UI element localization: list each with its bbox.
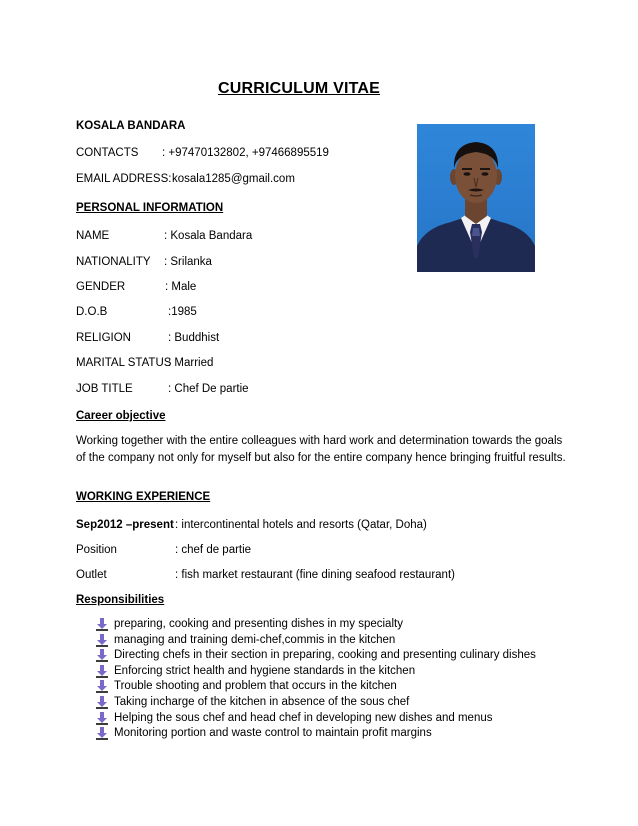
contacts-row bbox=[76, 146, 329, 160]
list-item bbox=[96, 711, 536, 727]
career-objective-text: Working together with the entire colleagues with hard work and determination towards the goals of the company not only for myself but also for the entire company hence bringing fruitful results. bbox=[76, 435, 566, 464]
responsibility-text: Enforcing strict health and hygiene standards in the kitchen bbox=[114, 664, 416, 677]
list-item bbox=[96, 617, 536, 633]
field-label: NAME bbox=[76, 230, 110, 242]
responsibility-text: Helping the sous chef and head chef in developing new dishes and menus bbox=[114, 711, 493, 724]
portrait-illustration bbox=[417, 124, 535, 272]
responsibility-text: managing and training demi-chef,commis in the kitchen bbox=[114, 633, 396, 646]
responsibility-text: Trouble shooting and problem that occurs in the kitchen bbox=[114, 680, 397, 693]
personal-field-marital-status bbox=[76, 356, 213, 370]
position-value: : chef de partie bbox=[175, 544, 252, 556]
responsibility-text: Taking incharge of the kitchen in absence of the sous chef bbox=[114, 695, 410, 708]
outlet-label: Outlet bbox=[76, 569, 107, 581]
field-value: : Buddhist bbox=[168, 332, 220, 344]
contacts-label: CONTACTS bbox=[76, 147, 139, 159]
down-arrow-bullet-icon bbox=[96, 665, 108, 678]
experience-employer: : intercontinental hotels and resorts (Qatar, Doha) bbox=[175, 519, 427, 531]
down-arrow-bullet-icon bbox=[96, 649, 108, 662]
list-item bbox=[96, 664, 536, 680]
responsibility-text: Directing chefs in their section in preparing, cooking and presenting culinary dishes bbox=[114, 649, 536, 662]
working-experience-heading: WORKING EXPERIENCE bbox=[76, 491, 211, 503]
email-label: EMAIL ADDRESS: bbox=[76, 173, 172, 185]
list-item bbox=[96, 726, 536, 742]
personal-info-heading: PERSONAL INFORMATION bbox=[76, 202, 224, 214]
list-item bbox=[96, 695, 536, 711]
responsibilities-heading: Responsibilities bbox=[76, 594, 165, 606]
list-item bbox=[96, 679, 536, 695]
field-value: : Kosala Bandara bbox=[164, 230, 253, 242]
field-label: RELIGION bbox=[76, 332, 131, 344]
responsibilities-list bbox=[96, 617, 536, 742]
down-arrow-bullet-icon bbox=[96, 727, 108, 740]
experience-period: Sep2012 –present bbox=[76, 519, 174, 531]
responsibility-text: Monitoring portion and waste control to maintain profit margins bbox=[114, 727, 432, 740]
email-value: kosala1285@gmail.com bbox=[172, 173, 295, 185]
document-title: CURRICULUM VITAE bbox=[218, 80, 381, 97]
personal-field-job-title bbox=[76, 382, 249, 396]
field-value: : Male bbox=[165, 281, 197, 293]
field-label: MARITAL STATUS bbox=[76, 357, 172, 369]
field-label: GENDER bbox=[76, 281, 126, 293]
field-label: NATIONALITY bbox=[76, 256, 151, 268]
candidate-name-heading: KOSALA BANDARA bbox=[76, 120, 186, 132]
down-arrow-bullet-icon bbox=[96, 680, 108, 693]
outlet-value: : fish market restaurant (fine dining seafood restaurant) bbox=[175, 569, 455, 581]
down-arrow-bullet-icon bbox=[96, 634, 108, 647]
responsibility-text: preparing, cooking and presenting dishes in my specialty bbox=[114, 618, 403, 630]
experience-period-row bbox=[76, 518, 427, 532]
personal-field-nationality bbox=[76, 255, 212, 269]
career-objective-heading: Career objective bbox=[76, 410, 166, 422]
personal-field-name bbox=[76, 229, 252, 243]
position-label: Position bbox=[76, 544, 117, 556]
list-item bbox=[96, 648, 536, 664]
field-label: JOB TITLE bbox=[76, 383, 133, 395]
down-arrow-bullet-icon bbox=[96, 712, 108, 725]
email-row bbox=[76, 172, 295, 186]
personal-field-religion bbox=[76, 331, 219, 345]
experience-position-row bbox=[76, 543, 251, 557]
list-item bbox=[96, 633, 536, 649]
profile-photo bbox=[417, 124, 535, 272]
experience-outlet-row bbox=[76, 568, 455, 582]
field-label: D.O.B bbox=[76, 306, 108, 318]
field-value: : Chef De partie bbox=[168, 383, 249, 395]
personal-field-gender bbox=[76, 280, 196, 294]
personal-field-dob bbox=[76, 305, 197, 319]
field-value: : Srilanka bbox=[164, 256, 212, 268]
field-value: : Married bbox=[168, 357, 214, 369]
down-arrow-bullet-icon bbox=[96, 696, 108, 709]
field-value: :1985 bbox=[168, 306, 197, 318]
down-arrow-bullet-icon bbox=[96, 618, 108, 631]
contacts-value: : +97470132802, +97466895519 bbox=[162, 147, 329, 159]
